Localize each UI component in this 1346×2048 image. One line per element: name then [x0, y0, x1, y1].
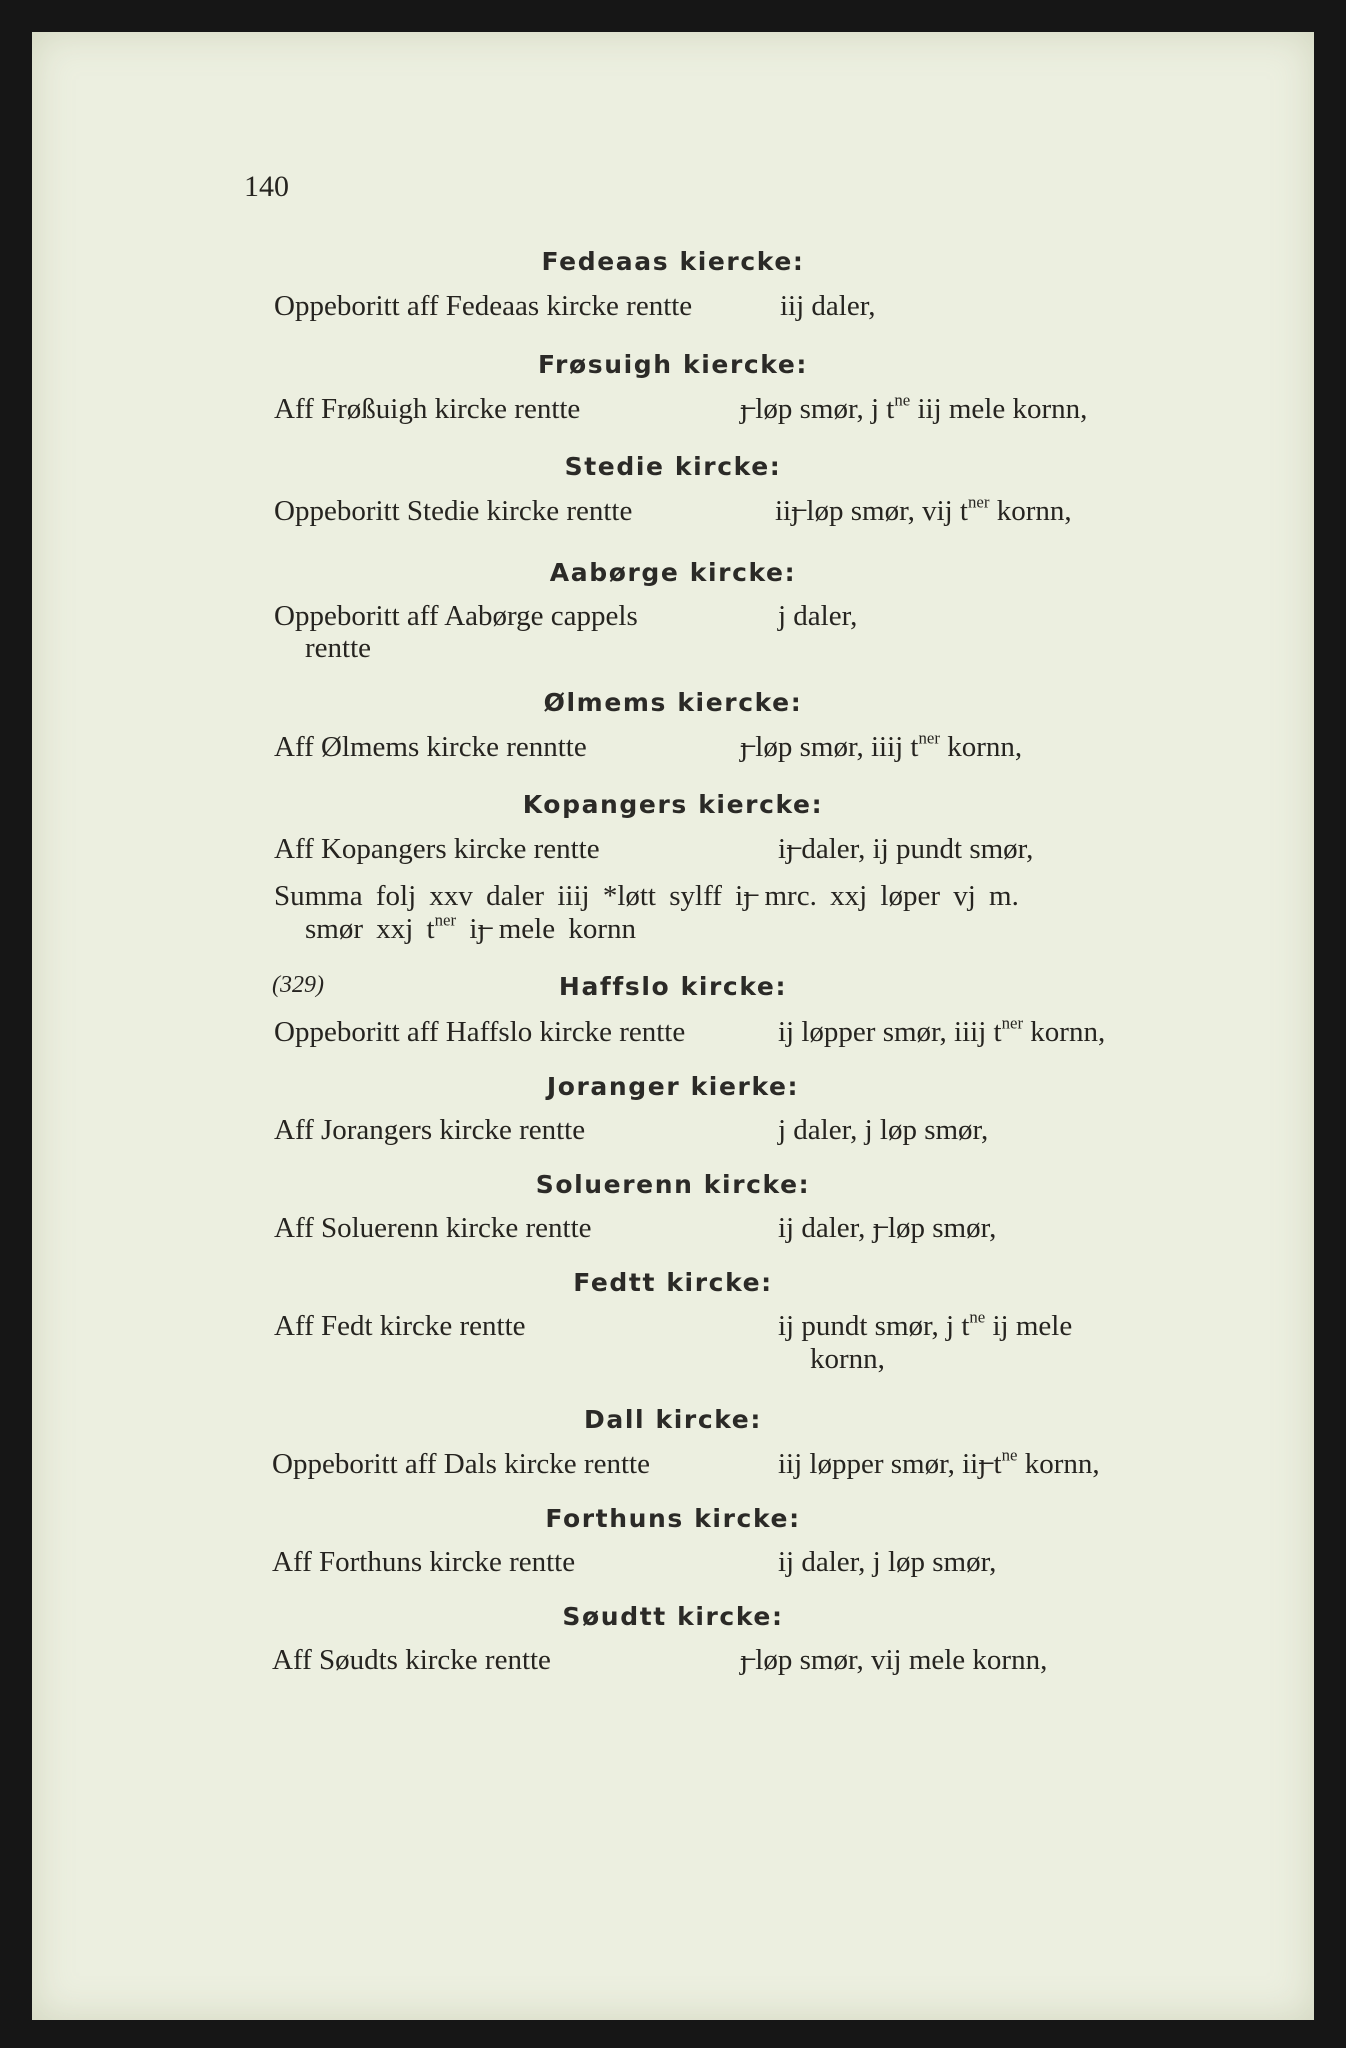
entry-forthuns-right: ij daler, j løp smør,: [778, 1546, 997, 1578]
entry-fedeaas-left: Oppeboritt aff Fedeaas kircke rentte: [274, 290, 693, 322]
section-heading-haffslo: Haffslo kircke:: [558, 972, 788, 1001]
entry-haffslo-right: ij løpper smør, iiij $t^{ner}$ kornn,: [778, 1013, 1106, 1048]
entry-olmems-left: Aff Ølmems kircke renntte: [274, 731, 587, 763]
entry-fedeaas-right: iij daler,: [780, 290, 876, 322]
summa-line-2: smør xxj $t^{ner}$ iȷ̶ mele kornn: [305, 910, 636, 945]
entry-fedtt-left: Aff Fedt kircke rentte: [274, 1310, 526, 1342]
section-heading-olmems: Ølmems kiercke:: [543, 688, 803, 717]
entry-soudtt-right: ȷ̶ løp smør, vij mele kornn,: [740, 1644, 1048, 1676]
section-heading-soudtt: Søudtt kircke:: [562, 1602, 784, 1631]
entry-kopangers-right: iȷ̶ daler, ij pundt smør,: [778, 833, 1034, 865]
entry-soluerenn-left: Aff Soluerenn kircke rentte: [274, 1212, 592, 1244]
entry-aaborge-left: Oppeboritt aff Aabørge cappels: [274, 600, 638, 632]
entry-dall-right: iij løpper smør, iiȷ̶ $t^{ne}$ kornn,: [778, 1445, 1100, 1480]
entry-soluerenn-right: ij daler, ȷ̶ løp smør,: [778, 1212, 997, 1244]
entry-olmems-right: ȷ̶ løp smør, iiij $t^{ner}$ kornn,: [740, 728, 1023, 763]
section-heading-soluerenn: Soluerenn kircke:: [535, 1170, 811, 1199]
entry-aaborge-left-cont: rentte: [305, 632, 372, 664]
entry-forthuns-left: Aff Forthuns kircke rentte: [272, 1546, 576, 1578]
entry-aaborge-right: j daler,: [778, 600, 858, 632]
entry-kopangers-left: Aff Kopangers kircke rentte: [274, 833, 600, 865]
section-heading-fedeaas: Fedeaas kiercke:: [541, 247, 805, 276]
section-heading-frosuigh: Frøsuigh kiercke:: [537, 350, 809, 379]
page-number: 140: [244, 170, 289, 203]
section-heading-forthuns: Forthuns kircke:: [545, 1504, 801, 1533]
section-heading-stedie: Stedie kircke:: [564, 452, 782, 481]
section-heading-fedtt: Fedtt kircke:: [573, 1268, 773, 1297]
section-heading-aaborge: Aabørge kircke:: [549, 558, 797, 587]
entry-frosuigh-left: Aff Frøßuigh kircke rentte: [274, 393, 581, 425]
entry-joranger-left: Aff Jorangers kircke rentte: [274, 1114, 586, 1146]
entry-soudtt-left: Aff Søudts kircke rentte: [272, 1644, 551, 1676]
entry-joranger-right: j daler, j løp smør,: [778, 1114, 989, 1146]
section-heading-joranger: Joranger kierke:: [546, 1072, 800, 1101]
section-heading-dall: Dall kircke:: [584, 1405, 762, 1434]
entry-stedie-left: Oppeboritt Stedie kircke rentte: [274, 495, 633, 527]
entry-frosuigh-right: ȷ̶ løp smør, j $t^{ne}$ iij mele kornn,: [740, 390, 1088, 425]
entry-dall-left: Oppeboritt aff Dals kircke rentte: [272, 1448, 650, 1480]
entry-stedie-right: iiȷ̶ løp smør, vij $t^{ner}$ kornn,: [775, 492, 1072, 527]
summa-line-1: Summa folj xxv daler iiij *løtt sylff iȷ̶ mrc. xxj løper vj m.: [274, 880, 1019, 912]
entry-fedtt-right: ij pundt smør, j $t^{ne}$ ij mele: [778, 1307, 1073, 1342]
margin-note: (329): [272, 972, 324, 998]
section-heading-kopangers: Kopangers kiercke:: [522, 790, 824, 819]
entry-fedtt-right-cont: kornn,: [810, 1343, 885, 1375]
entry-haffslo-left: Oppeboritt aff Haffslo kircke rentte: [274, 1016, 686, 1048]
